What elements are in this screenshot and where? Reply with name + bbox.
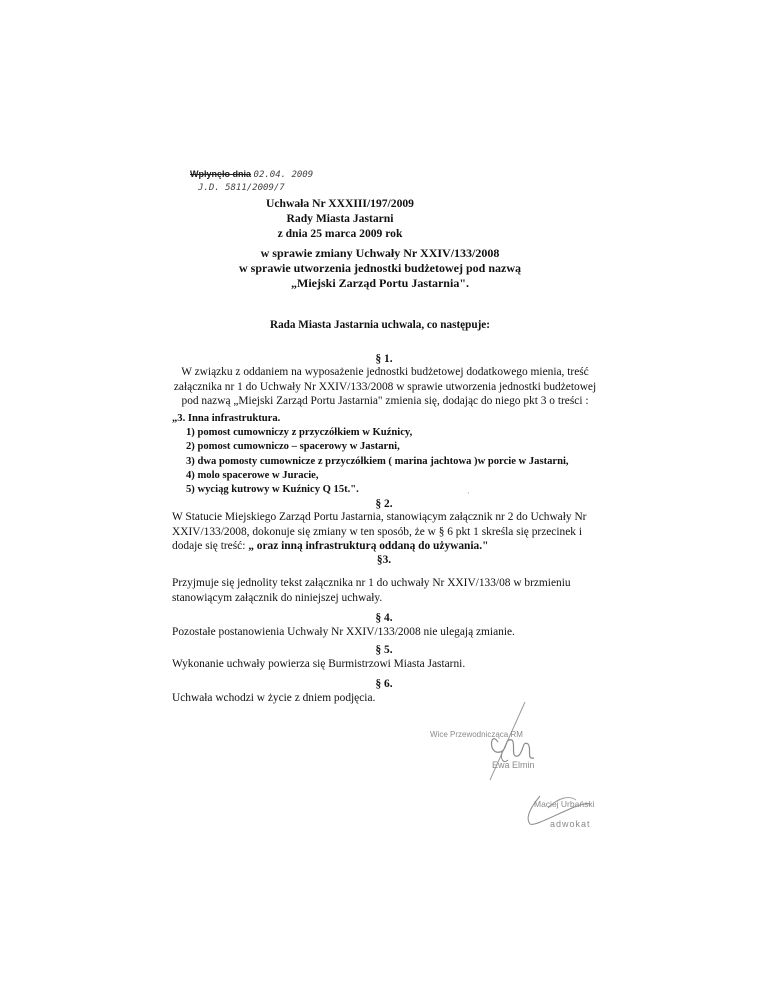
infrastructure-list — [172, 412, 602, 497]
section-2-line-3 — [172, 539, 602, 554]
stamp-date: 02.04. 2009 — [253, 170, 314, 180]
list-heading: „3. Inna infrastruktura. — [172, 413, 281, 424]
subject-line-3: „Miejski Zarząd Portu Jastarnia". — [291, 276, 469, 290]
section-1-heading: § 1. — [375, 353, 393, 365]
section-5-line-1: Wykonanie uchwały powierza się Burmistrzowi Miasta Jastarni. — [172, 658, 466, 670]
section-2-body — [172, 510, 602, 554]
chair-name: Ewa Elmin — [492, 760, 535, 770]
section-4-line-1: Pozostałe postanowienia Uchwały Nr XXIV/133/2008 nie ulegają zmianie. — [172, 626, 515, 638]
section-1-line-1: W związku z oddaniem na wyposażenie jednostki budżetowej dodatkowego mienia, treść — [181, 366, 589, 378]
resolution-header — [230, 196, 450, 241]
signature-area — [430, 700, 620, 840]
resolution-date: z dnia 25 marca 2009 rok — [277, 227, 403, 240]
section-1-body — [168, 365, 602, 409]
section-6-line-1: Uchwała wchodzi w życie z dniem podjęcia. — [172, 692, 376, 704]
section-3-heading: §3. — [376, 554, 392, 566]
council-name: Rady Miasta Jastarni — [286, 212, 394, 225]
section-1-line-2: załącznika nr 1 do Uchwały Nr XXIV/133/2008 w sprawie utworzenia jednostki budżetowej — [173, 380, 597, 393]
section-3-line-2: stanowiącym załącznik do niniejszej uchwały. — [172, 591, 383, 604]
section-2-line-2: XXIV/133/2008, dokonuje się zmiany w ten sposób, że w § 6 pkt 1 skreśla się przecinek i — [172, 525, 582, 538]
stamp-label: Wpłynęło dnia — [190, 169, 252, 179]
section-2-added-text: „ oraz inną infrastrukturą oddaną do używania." — [245, 540, 489, 552]
section-6-heading: § 6. — [375, 678, 393, 690]
resolution-subject — [200, 246, 560, 291]
list-item: 3) dwa pomosty cumownicze z przyczółkiem ( marina jachtowa )w porcie w Jastarni, — [186, 455, 569, 467]
list-item: 2) pomost cumowniczo – spacerowy w Jastarni, — [186, 441, 400, 453]
section-2-line-1: W Statucie Miejskiego Zarząd Portu Jastarnia, stanowiącym załącznik nr 2 do Uchwały Nr — [172, 511, 587, 523]
lawyer-role: adwokat — [550, 819, 591, 829]
section-2-heading: § 2. — [375, 498, 393, 510]
section-1-line-3: pod nazwą „Miejski Zarząd Portu Jastarnia" zmienia się, dodając do niego pkt 3 o treści : — [181, 395, 589, 407]
section-5-heading: § 5. — [375, 644, 393, 656]
section-4-heading: § 4. — [375, 612, 393, 624]
resolution-number: Uchwała Nr XXXIII/197/2009 — [266, 197, 414, 210]
chair-role: Wice Przewodnicząca RM — [430, 730, 523, 739]
list-item: 1) pomost cumowniczy z przyczółkiem w Kuźnicy, — [186, 427, 413, 439]
subject-line-1: w sprawie zmiany Uchwały Nr XXIV/133/2008 — [260, 246, 500, 260]
scan-speck: · — [467, 489, 470, 498]
intro-statement: Rada Miasta Jastarnia uchwala, co następuje: — [269, 319, 491, 331]
section-3-line-1: Przyjmuje się jednolity tekst załącznika nr 1 do uchwały Nr XXIV/133/08 w brzmieniu — [172, 577, 571, 589]
stamp-reference: J.D. 5811/2009/7 — [198, 183, 285, 193]
list-item: 4) molo spacerowe w Juracie, — [186, 469, 319, 481]
section-3-body — [172, 576, 602, 605]
section-2-line-3-prefix: dodaje się treść: — [172, 540, 246, 552]
subject-line-2: w sprawie utworzenia jednostki budżetowej pod nazwą — [239, 261, 521, 275]
list-item: 5) wyciąg kutrowy w Kuźnicy Q 15t.". — [186, 484, 359, 496]
lawyer-name: Maciej Urbański — [534, 799, 595, 809]
